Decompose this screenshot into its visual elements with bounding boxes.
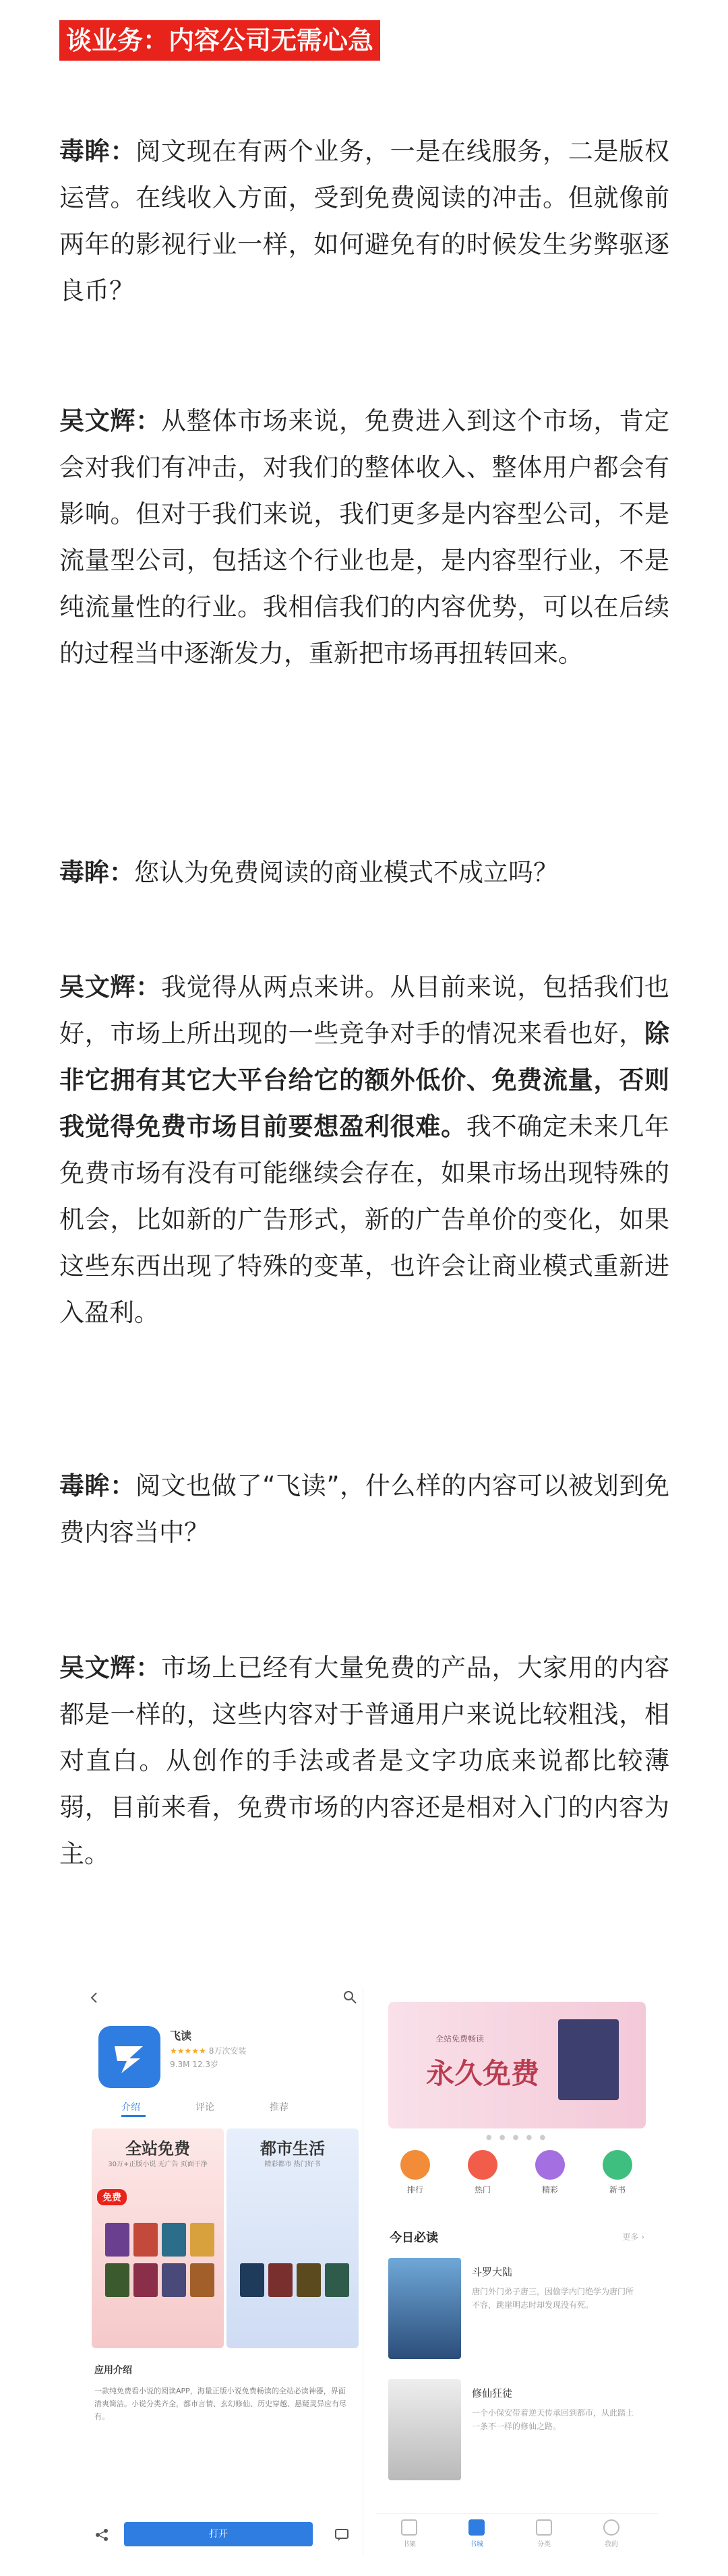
book-thumbnail: [105, 2223, 129, 2257]
category-featured[interactable]: [523, 2150, 577, 2195]
book-title: 斗罗大陆: [472, 2266, 513, 2278]
tab-recommend[interactable]: 推荐: [270, 2102, 289, 2113]
paragraph-text: 市场上已经有大量免费的产品，大家用的内容都是一样的，这些内容对于普通用户来说比较粗浅，相对直白。从创作的手法或者是文字功底来说都比较薄弱，目前来看，免费市场的内容还是相对入门的内容为主。: [59, 1653, 670, 1868]
promo-banner[interactable]: [388, 2002, 646, 2128]
intro-text: 一款纯免费看小说的阅读APP，海量正版小说免费畅读的全站必读神器，界面清爽简洁。小说分类齐全，都市言情、玄幻修仙、历史穿越、悬疑灵异应有尽有。: [94, 2387, 346, 2421]
promo-subtitle: 30万+正版小说 无广告 页面干净: [108, 2161, 208, 2168]
promo-card-free: [92, 2128, 224, 2348]
book-description: 唐门外门弟子唐三，因偷学内门绝学为唐门所不容，跳崖明志时却发现没有死。: [472, 2287, 634, 2310]
bottom-bar: [81, 2517, 363, 2554]
app-logo: [98, 2026, 160, 2088]
share-icon[interactable]: [94, 2527, 109, 2542]
paragraph: [59, 964, 669, 1336]
book-thumbnail: [268, 2263, 293, 2297]
paragraph-text: 您认为免费阅读的商业模式不成立吗？: [134, 858, 558, 887]
bookshelf-icon: [401, 2519, 417, 2536]
book-thumbnail: [105, 2263, 129, 2297]
gift-box-illustration: [558, 2019, 619, 2100]
must-read-heading: 今日必读: [390, 2231, 438, 2245]
book-thumbnail: [162, 2263, 186, 2297]
feidu-logo-icon: [98, 2026, 160, 2088]
book-thumbnail: [240, 2263, 264, 2297]
app-size: 9.3M 12.3岁: [170, 2060, 218, 2069]
promo-title: 都市生活: [260, 2139, 325, 2158]
hot-icon: [468, 2150, 497, 2180]
category-label: 排行: [406, 2185, 423, 2195]
app-name: 飞读: [170, 2029, 192, 2042]
embedded-screenshots: [67, 1988, 661, 2554]
open-button[interactable]: 打开: [124, 2522, 313, 2546]
banner-title: 永久免费: [426, 2057, 540, 2090]
speaker-label: 吴文辉：: [59, 1653, 161, 1682]
paragraph-text: 我觉得从两点来讲。从目前来说，包括我们也好，市场上所出现的一些竞争对手的情况来看也好，: [59, 973, 670, 1048]
more-link[interactable]: 更多 ›: [622, 2232, 644, 2242]
book-thumbnail: [325, 2263, 349, 2297]
nav-category[interactable]: [520, 2519, 568, 2548]
nav-label: 分类: [537, 2541, 551, 2548]
paragraph-text: 阅文现在有两个业务，一是在线服务，二是版权运营。在线收入方面，受到免费阅读的冲击。但就像前两年的影视行业一样，如何避免有的时候发生劣弊驱逐良币？: [59, 137, 670, 305]
book-item[interactable]: [388, 2258, 646, 2359]
nav-label: 我的: [605, 2541, 618, 2548]
category-label: 精彩: [541, 2185, 558, 2195]
nav-bookstore[interactable]: [453, 2519, 500, 2548]
nav-label: 书城: [470, 2541, 483, 2548]
speaker-label: 吴文辉：: [59, 973, 161, 1002]
tab-reviews[interactable]: 评论: [195, 2102, 214, 2113]
nav-profile[interactable]: [588, 2519, 635, 2548]
app-tabs: [121, 2100, 324, 2120]
paragraph-text: 阅文也做了“飞读”，什么样的内容可以被划到免费内容当中？: [59, 1471, 670, 1547]
category-label: 热门: [474, 2185, 491, 2195]
rating-stars: ★★★★★: [170, 2046, 206, 2056]
category-label: 新书: [609, 2185, 626, 2195]
category-row: [383, 2150, 653, 2211]
carousel-dots: ● ● ● ● ●: [485, 2134, 549, 2141]
section-title: 谈业务：内容公司无需心急: [59, 20, 380, 61]
search-icon[interactable]: [342, 1990, 357, 2004]
rating-note: 8万次安装: [208, 2046, 247, 2056]
paragraph: [59, 849, 558, 896]
nav-bookshelf[interactable]: [386, 2519, 433, 2548]
book-cover: [388, 2258, 461, 2359]
paragraph-bold-text: 除非它拥有其它大平台给它的额外低价、免费流量，否则我觉得免费市场目前要想盈利很难。: [59, 1019, 669, 1141]
star-icon: [535, 2150, 565, 2180]
book-title: 修仙狂徒: [472, 2387, 513, 2399]
book-thumbnail: [133, 2223, 158, 2257]
grid-icon: [536, 2519, 552, 2536]
paragraph-text: 我不确定未来几年免费市场有没有可能继续会存在，如果市场出现特殊的机会，比如新的广告形式，新的广告单价的变化，如果这些东西出现了特殊的变革，也许会让商业模式重新进入盈利。: [59, 1112, 670, 1327]
promo-title: 全站免费: [125, 2139, 190, 2158]
nav-label: 书架: [402, 2541, 416, 2548]
free-badge: 免费: [97, 2189, 127, 2205]
back-arrow-icon[interactable]: [88, 1991, 101, 2004]
speaker-label: 吴文辉：: [59, 406, 161, 435]
user-icon: [603, 2519, 619, 2536]
app-home-screenshot: [376, 1988, 658, 2554]
promo-subtitle: 精彩都市 热门好书: [264, 2161, 321, 2168]
ranking-icon: [400, 2150, 430, 2180]
book-description: 一个小保安带着逆天传承回到都市，从此踏上一条不一样的修仙之路。: [472, 2408, 634, 2431]
category-new[interactable]: [590, 2150, 644, 2195]
tab-intro[interactable]: 介绍: [121, 2102, 140, 2113]
speaker-label: 毒眸：: [59, 1471, 135, 1500]
article: [59, 20, 670, 1868]
intro-heading: 应用介绍: [94, 2365, 132, 2376]
paragraph: [59, 398, 669, 677]
category-ranking[interactable]: [388, 2150, 442, 2195]
paragraph: [59, 1645, 669, 1877]
new-book-icon: [603, 2150, 632, 2180]
book-cover: [388, 2379, 461, 2480]
paragraph: [59, 1463, 669, 1556]
paragraph: [59, 128, 669, 314]
comment-icon[interactable]: [334, 2527, 349, 2542]
book-thumbnail: [190, 2223, 214, 2257]
book-thumbnail: [190, 2263, 214, 2297]
app-rating: [170, 2045, 246, 2056]
speaker-label: 毒眸：: [59, 858, 134, 887]
app-store-screenshot: [81, 1988, 363, 2554]
category-hot[interactable]: [456, 2150, 510, 2195]
bottom-nav: [376, 2513, 658, 2554]
bookstore-icon: [468, 2519, 485, 2536]
book-item[interactable]: [388, 2379, 646, 2480]
banner-subtitle: 全站免费畅读: [435, 2034, 485, 2044]
book-thumbnail: [133, 2263, 158, 2297]
book-thumbnail: [162, 2223, 186, 2257]
tab-underline: [121, 2115, 146, 2117]
speaker-label: 毒眸：: [59, 137, 136, 166]
promo-card-city: [226, 2128, 359, 2348]
paragraph-text: 从整体市场来说，免费进入到这个市场，肯定会对我们有冲击，对我们的整体收入、整体用户都会有影响。但对于我们来说，我们更多是内容型公司，不是流量型公司，包括这个行业也是，是内容型行业，不是纯流量性的行业。我相信我们的内容优势，可以在后续的过程当中逐渐发力，重新把市场再扭转回来。: [59, 406, 670, 668]
book-thumbnail: [297, 2263, 321, 2297]
